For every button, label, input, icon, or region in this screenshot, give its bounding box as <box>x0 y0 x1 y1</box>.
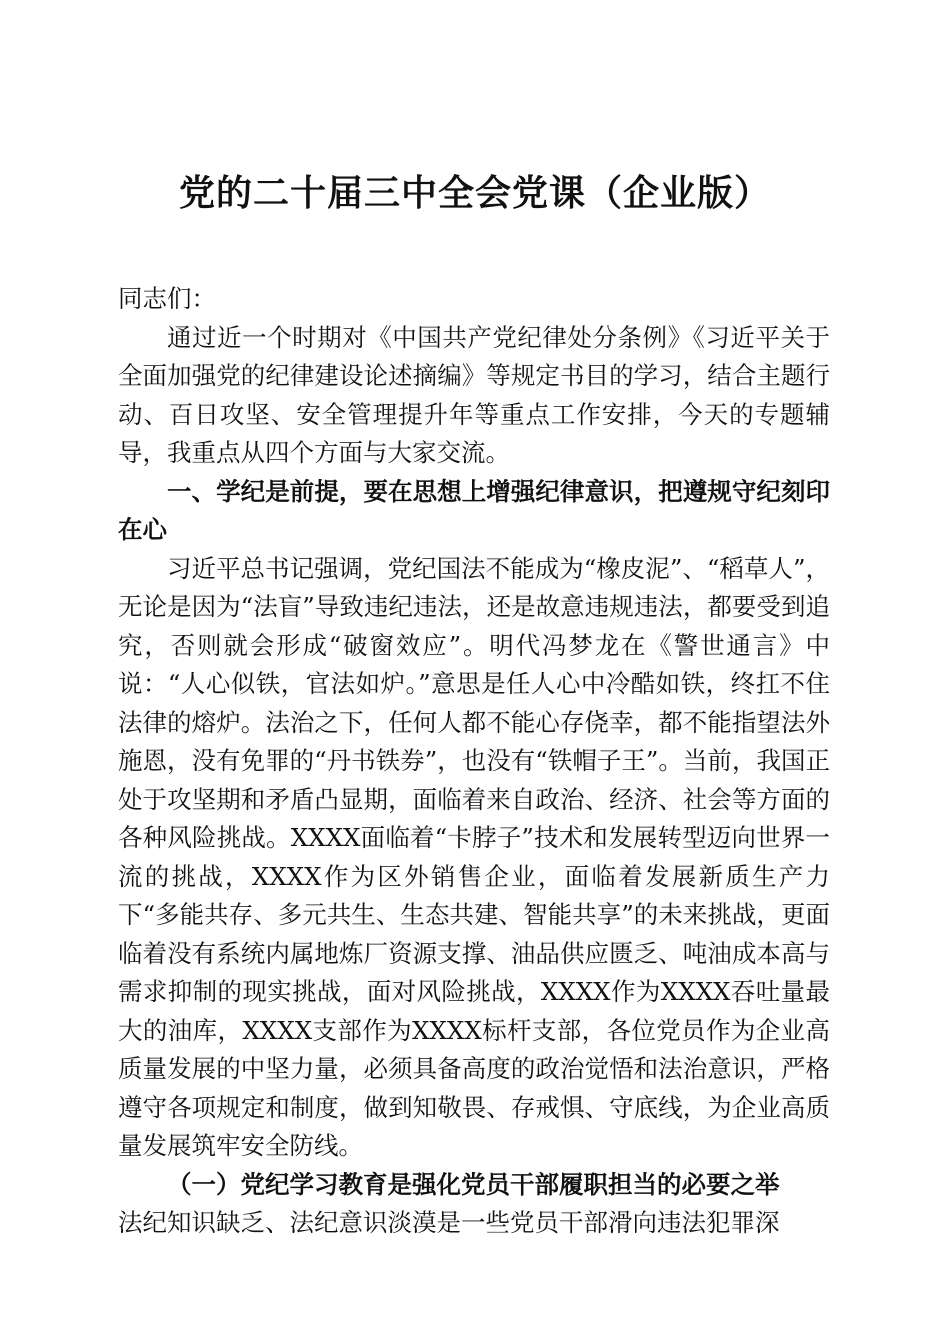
subsection-heading-1: （一）党纪学习教育是强化党员干部履职担当的必要之举 <box>167 1169 780 1199</box>
document-title: 党的二十届三中全会党课（企业版） <box>178 173 771 214</box>
intro-paragraph: 通过近一个时期对《中国共产党纪律处分条例》《习近平关于全面加强党的纪律建设论述摘编》等规定书目的学习，结合主题行动、百日攻坚、安全管理提升年等重点工作安排，今天的专题辅导，我重点从四个方面与大家交流。 <box>118 322 830 467</box>
salutation: 同志们： <box>118 284 216 313</box>
section-1-paragraph: 习近平总书记强调，党纪国法不能成为“橡皮泥”、“稻草人”，无论是因为“法盲”导致违纪违法，还是故意违规违法，都要受到追究，否则就会形成“破窗效应”。明代冯梦龙在《警世通言》中说：“人心似铁，官法如炉。”意思是任人心中冷酷如铁，终扛不住法律的熔炉。法治之下，任何人都不能心存侥幸，都不能指望法外施恩，没有免罪的“丹书铁券”，也没有“铁帽子王”。当前，我国正处于攻坚期和矛盾凸显期，面临着来自政治、经济、社会等方面的各种风险挑战。XXXX面临着“卡脖子”技术和发展转型迈向世界一流的挑战，XXXX作为区外销售企业，面临着发展新质生产力下“多能共存、多元共生、生态共建、智能共享”的未来挑战，更面临着没有系统内属地炼厂资源支撑、油品供应匮乏、吨油成本高与需求抑制的现实挑战，面对风险挑战，XXXX作为XXXX吞吐量最大的油库，XXXX支部作为XXXX标杆支部，各位党员作为企业高质量发展的中坚力量，必须具备高度的政治觉悟和法治意识，严格遵守各项规定和制度，做到知敬畏、存戒惧、守底线，为企业高质量发展筑牢安全防线。 <box>118 553 830 1160</box>
document-body <box>118 280 830 1243</box>
section-heading-1: 一、学纪是前提，要在思想上增强纪律意识，把遵规守纪刻印在心 <box>118 476 830 544</box>
subsection-1-paragraph: 法纪知识缺乏、法纪意识淡漠是一些党员干部滑向违法犯罪深 <box>118 1208 780 1237</box>
